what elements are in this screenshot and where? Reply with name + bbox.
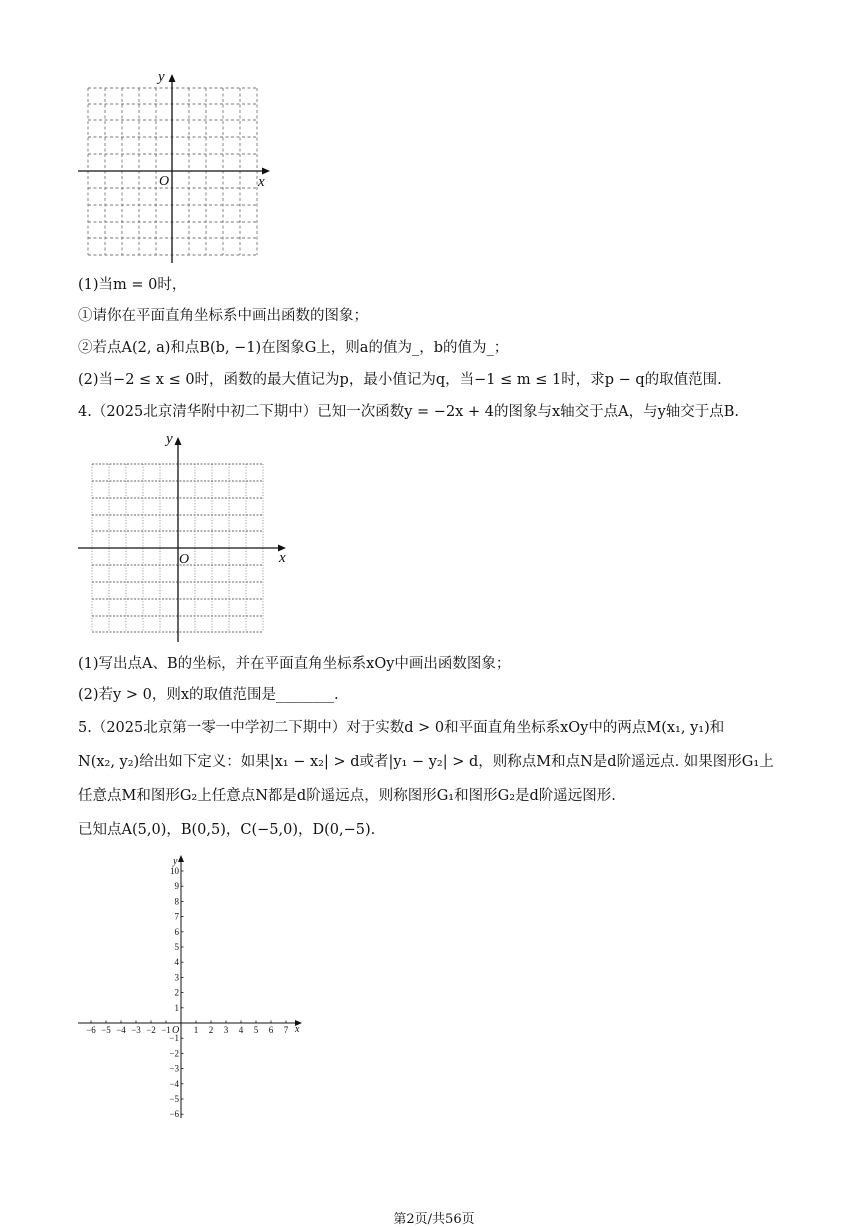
y-axis-arrow <box>175 437 182 445</box>
x-tick-label: −1 <box>161 1025 171 1035</box>
y-tick-label: −2 <box>169 1048 179 1059</box>
y-tick-label: 8 <box>174 896 179 907</box>
q3-part1-item1: ①请你在平面直角坐标系中画出函数的图象； <box>78 308 368 324</box>
y-axis-label: y <box>166 431 173 447</box>
y-tick-label: −5 <box>169 1094 179 1104</box>
y-tick-label: 1 <box>174 1002 179 1013</box>
x-tick-label: 5 <box>253 1025 259 1035</box>
y-tick-label: −1 <box>169 1033 179 1044</box>
coordinate-axes-3 <box>75 852 310 1122</box>
x-tick-label: −4 <box>116 1025 126 1035</box>
y-tick-label: 2 <box>174 987 179 998</box>
q5-points: 已知点A(5,0)，B(0,5)，C(−5,0)，D(0,−5). <box>78 822 376 838</box>
q3-part1-item2: ②若点A(2, a)和点B(b, −1)在图象G上，则a的值为_，b的值为_； <box>78 340 509 356</box>
q4-stem: 4.（2025北京清华附中初二下期中）已知一次函数y = −2x + 4的图象与x轴交于点A，与y轴交于点B. <box>78 404 740 420</box>
x-tick-label: 3 <box>223 1025 229 1035</box>
q4-part2: (2)若y > 0，则x的取值范围是________. <box>78 687 339 703</box>
x-tick-label: −3 <box>131 1025 141 1035</box>
origin-label: O <box>172 1025 180 1036</box>
x-tick-label: 7 <box>283 1025 289 1035</box>
q4-part1: (1)写出点A、B的坐标，并在平面直角坐标系xOy中画出函数图象； <box>78 656 511 672</box>
y-tick-label: 3 <box>174 972 179 983</box>
y-axis-label: y <box>158 69 165 85</box>
y-tick-label: −6 <box>169 1109 179 1120</box>
x-tick-label: 1 <box>193 1025 199 1035</box>
coordinate-grid-1 <box>78 68 278 268</box>
y-axis-arrow <box>178 855 184 862</box>
y-tick-label: −4 <box>169 1078 179 1089</box>
q5-stem-line3: 任意点M和图形G₂上任意点N都是d阶遥远点，则称图形G₁和图形G₂是d阶遥远图形. <box>78 788 616 804</box>
x-axis-label: x <box>295 1024 300 1035</box>
origin-label: O <box>179 552 190 567</box>
x-tick-label: −5 <box>101 1025 111 1035</box>
coordinate-grid-2 <box>78 430 293 645</box>
y-tick-label: 9 <box>174 881 179 892</box>
y-axis-label: y <box>173 856 178 867</box>
page-footer: 第2页/共56页 <box>393 1212 475 1227</box>
x-axis-label: x <box>279 550 286 566</box>
q5-stem-line1: 5.（2025北京第一零一中学初二下期中）对于实数d > 0和平面直角坐标系xOy中的两点M(x₁, y₁)和 <box>78 720 725 736</box>
y-tick-label: 4 <box>174 957 179 968</box>
q3-part2: (2)当−2 ≤ x ≤ 0时，函数的最大值记为p，最小值记为q，当−1 ≤ m ≤ 1时，求p − q的取值范围. <box>78 372 722 388</box>
x-tick-label: 4 <box>238 1025 244 1035</box>
q5-stem-line2: N(x₂, y₂)给出如下定义：如果|x₁ − x₂| > d或者|y₁ − y₂| > d，则称点M和点N是d阶遥远点. 如果图形G₁上 <box>78 754 774 770</box>
y-tick-label: 5 <box>174 942 179 952</box>
y-tick-label: 10 <box>170 866 179 876</box>
y-axis-arrow <box>169 74 176 82</box>
x-axis-label: x <box>258 174 265 190</box>
axis-ticks <box>86 866 289 1119</box>
origin-label: O <box>159 174 170 189</box>
y-tick-label: 6 <box>174 926 179 937</box>
y-tick-label: −3 <box>169 1063 179 1074</box>
y-tick-label: 7 <box>174 911 179 922</box>
x-tick-label: −2 <box>146 1025 156 1035</box>
x-tick-label: 6 <box>268 1025 274 1035</box>
x-tick-label: −6 <box>86 1025 96 1035</box>
q3-part1-intro: (1)当m = 0时， <box>78 277 187 293</box>
x-tick-label: 2 <box>208 1025 214 1035</box>
